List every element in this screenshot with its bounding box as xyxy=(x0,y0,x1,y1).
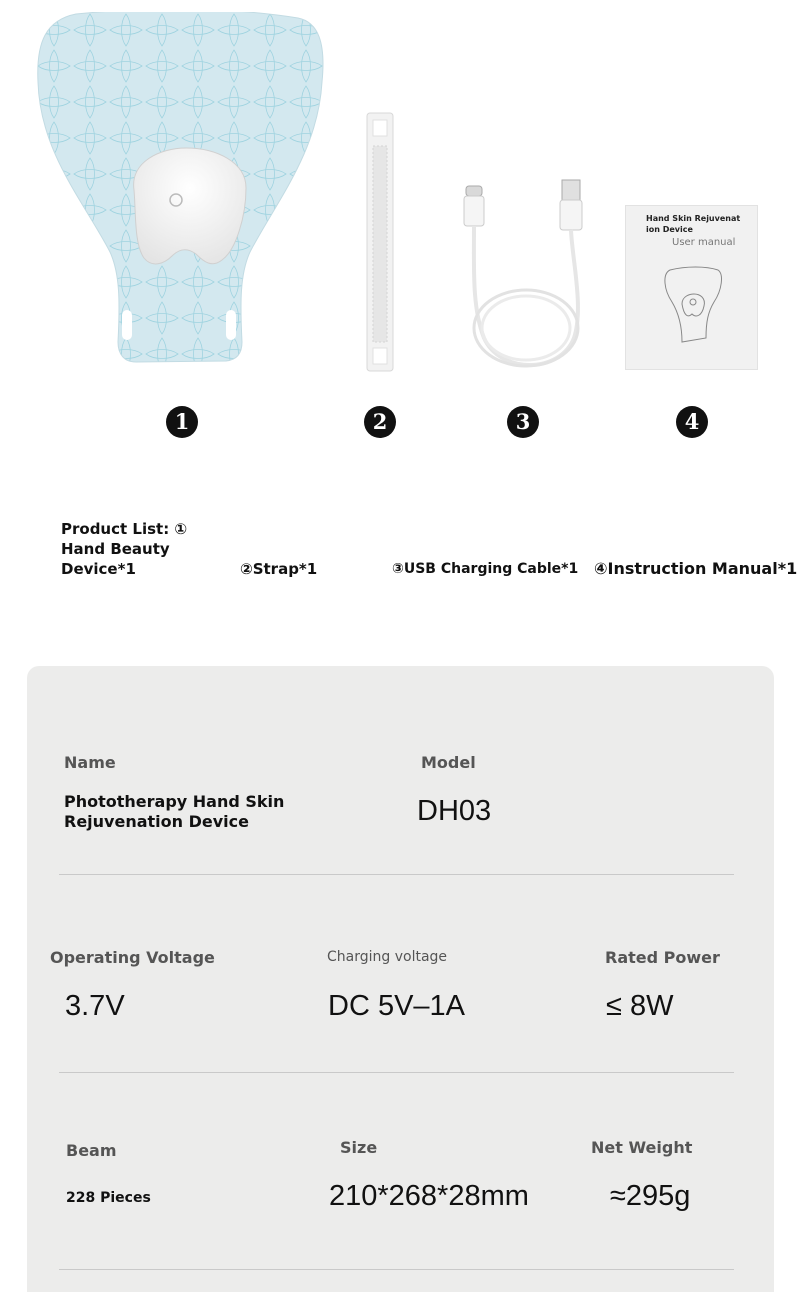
manual-title: Hand Skin Rejuvenat ion Device xyxy=(646,214,741,234)
net-weight-label: Net Weight xyxy=(591,1138,693,1157)
strap-image xyxy=(366,112,394,372)
beam-label: Beam xyxy=(66,1141,117,1160)
hand-beauty-device-image xyxy=(36,12,326,372)
operating-voltage-value: 3.7V xyxy=(65,990,125,1022)
product-list-label: Product List: ① xyxy=(61,520,188,538)
usb-cable-image xyxy=(460,178,590,374)
size-label: Size xyxy=(340,1138,378,1157)
item-number-badge: 2 xyxy=(364,406,396,438)
model-value: DH03 xyxy=(417,795,492,827)
product-list-item-1: Product List: ① Hand Beauty Device*1 xyxy=(61,520,188,578)
rated-power-value: ≤ 8W xyxy=(606,990,674,1022)
name-label: Name xyxy=(64,753,116,772)
operating-voltage-label: Operating Voltage xyxy=(50,948,215,967)
name-value: Phototherapy Hand Skin Rejuvenation Device xyxy=(64,792,285,831)
manual-subtitle: User manual xyxy=(672,237,736,248)
model-label: Model xyxy=(421,753,476,772)
divider xyxy=(59,874,734,875)
charging-voltage-label: Charging voltage xyxy=(327,949,448,965)
item-number-badge: 3 xyxy=(507,406,539,438)
item-number-badge: 4 xyxy=(676,406,708,438)
item-number-badge: 1 xyxy=(166,406,198,438)
product-list-item-2: ②Strap*1 xyxy=(240,560,318,578)
manual-device-drawing xyxy=(662,266,724,348)
manual-image xyxy=(625,205,758,370)
divider xyxy=(59,1269,734,1270)
product-list-item-3: ③USB Charging Cable*1 xyxy=(392,561,579,577)
beam-value: 228 Pieces xyxy=(66,1190,151,1206)
size-value: 210*268*28mm xyxy=(329,1180,529,1212)
charging-voltage-value: DC 5V–1A xyxy=(328,990,466,1022)
rated-power-label: Rated Power xyxy=(605,948,720,967)
product-list-item-4: ④Instruction Manual*1 xyxy=(594,559,798,578)
divider xyxy=(59,1072,734,1073)
net-weight-value: ≈295g xyxy=(610,1180,691,1212)
